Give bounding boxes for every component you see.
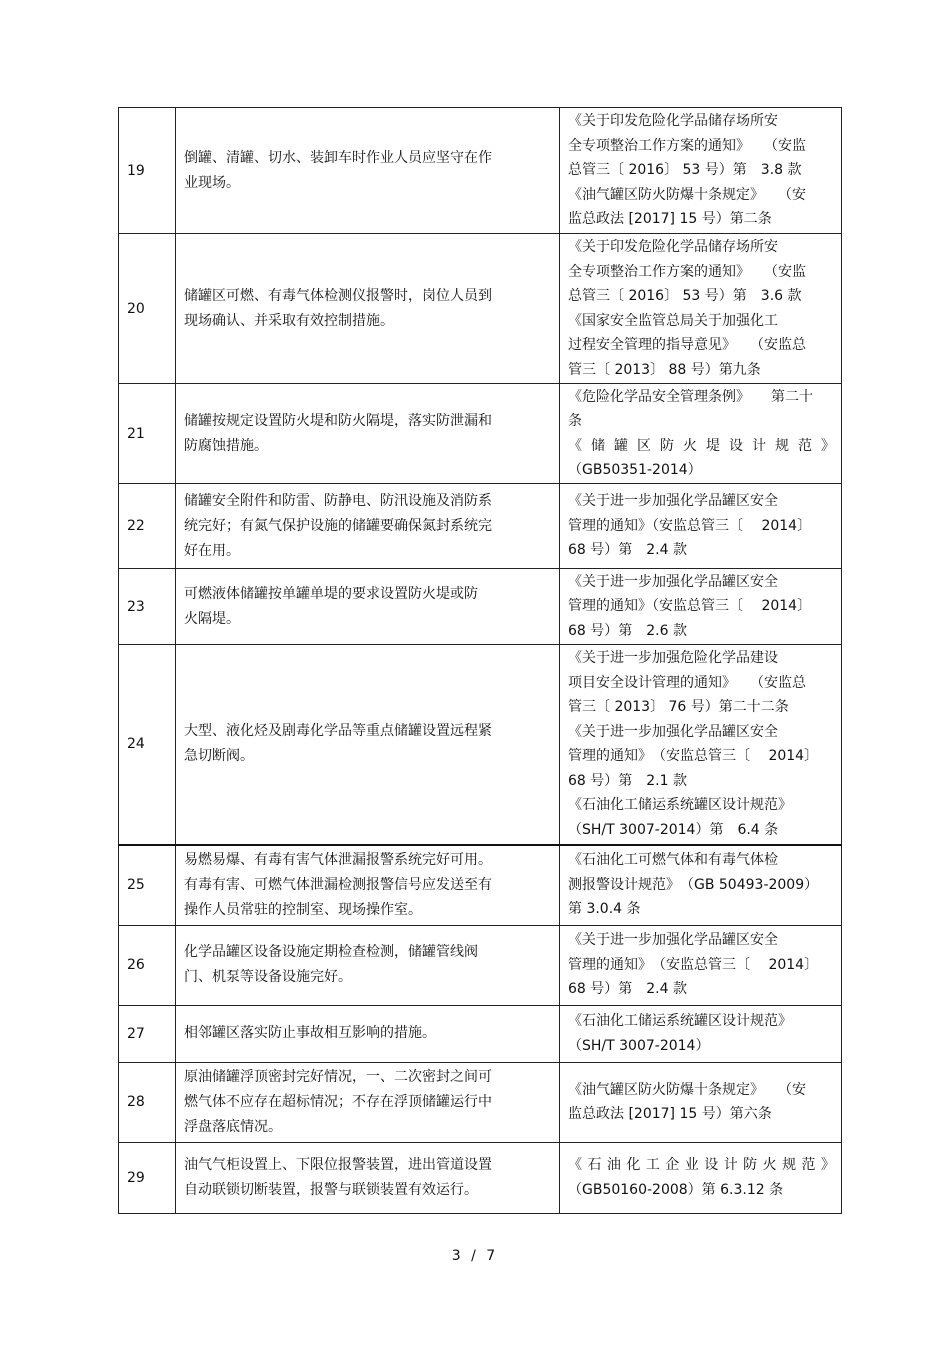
requirement-line: 倒罐、清罐、切水、装卸车时作业人员应坚守在作 xyxy=(184,149,492,166)
reference-line: 管理的通知》（安监总管三〔 2014〕 xyxy=(568,598,812,615)
requirement-line: 业现场。 xyxy=(184,174,240,191)
requirement-line: 油气气柜设置上、下限位报警装置，进出管道设置 xyxy=(184,1156,492,1173)
reference-cell xyxy=(560,569,842,645)
table-row xyxy=(119,569,842,645)
reference-line: 条 xyxy=(568,413,582,429)
table-row xyxy=(119,645,842,845)
reference-line: 《关于进一步加强化学品罐区安全 xyxy=(568,493,778,510)
requirement-line: 原油储罐浮顶密封完好情况，一、二次密封之间可 xyxy=(184,1068,492,1085)
reference-line: （GB50351-2014） xyxy=(568,462,702,478)
reference-line: 《关于进一步加强化学品罐区安全 xyxy=(568,723,778,740)
table-row xyxy=(119,1005,842,1062)
reference-line: 项目安全设计管理的通知》 （安监总 xyxy=(568,674,806,691)
reference-cell xyxy=(560,845,842,926)
reference-cell xyxy=(560,925,842,1005)
requirement-cell xyxy=(176,1142,560,1213)
requirement-line: 储罐安全附件和防雷、防静电、防汛设施及消防系 xyxy=(184,492,492,509)
reference-line: 68 号）第 2.1 款 xyxy=(568,772,687,789)
requirement-line: 易燃易爆、有毒有害气体泄漏报警系统完好可用。 xyxy=(184,851,492,868)
table-row xyxy=(119,845,842,926)
requirement-line: 操作人员常驻的控制室、现场操作室。 xyxy=(184,901,422,918)
requirement-cell xyxy=(176,1062,560,1142)
requirement-line: 现场确认、并采取有效控制措施。 xyxy=(184,312,394,329)
reference-line: 68 号）第 2.4 款 xyxy=(568,981,687,998)
reference-cell xyxy=(560,1142,842,1213)
reference-line: 《关于进一步加强危险化学品建设 xyxy=(568,650,778,667)
row-number: 23 xyxy=(119,569,176,645)
reference-line: 管三〔 2013〕 88 号）第九条 xyxy=(568,361,761,378)
row-number: 21 xyxy=(119,384,176,484)
table-row xyxy=(119,234,842,384)
reference-line: （SH/T 3007-2014）第 6.4 条 xyxy=(568,821,779,838)
table-row xyxy=(119,925,842,1005)
reference-line: 过程安全管理的指导意见》 （安监总 xyxy=(568,337,806,353)
reference-cell xyxy=(560,108,842,234)
requirement-line: 有毒有害、可燃气体泄漏检测报警信号应发送至有 xyxy=(184,876,492,893)
row-number: 27 xyxy=(119,1005,176,1062)
requirement-line: 可燃液体储罐按单罐单堤的要求设置防火堤或防 xyxy=(184,585,478,602)
reference-line: 总管三〔 2016〕 53 号）第 3.6 款 xyxy=(568,288,802,304)
page-number: 3 / 7 xyxy=(451,1248,499,1264)
requirement-line: 火隔堤。 xyxy=(184,610,240,627)
reference-line: 总管三〔 2016〕 53 号）第 3.8 款 xyxy=(568,162,802,179)
requirement-line: 好在用。 xyxy=(184,542,240,559)
reference-line: 全专项整治工作方案的通知》 （安监 xyxy=(568,137,806,154)
row-number: 29 xyxy=(119,1142,176,1213)
requirement-cell xyxy=(176,108,560,234)
requirement-line: 大型、液化烃及剧毒化学品等重点储罐设置远程紧 xyxy=(184,723,492,740)
reference-line: 第 3.0.4 条 xyxy=(568,901,641,918)
reference-line: （SH/T 3007-2014） xyxy=(568,1037,710,1054)
row-number: 25 xyxy=(119,845,176,926)
requirement-cell xyxy=(176,925,560,1005)
reference-line: 《关于进一步加强化学品罐区安全 xyxy=(568,932,778,949)
requirements-table xyxy=(118,107,842,1214)
reference-line: 《储罐区防火堤设计规范》 xyxy=(568,437,835,454)
requirement-cell xyxy=(176,645,560,845)
reference-cell xyxy=(560,1062,842,1142)
requirement-line: 储罐区可燃、有毒气体检测仪报警时，岗位人员到 xyxy=(184,287,492,304)
reference-cell xyxy=(560,234,842,384)
reference-line: 68 号）第 2.4 款 xyxy=(568,542,687,559)
requirement-cell xyxy=(176,569,560,645)
reference-line: 监总政法 [2017] 15 号）第二条 xyxy=(568,211,772,228)
reference-line: 《油气罐区防火防爆十条规定》 （安 xyxy=(568,1081,806,1098)
requirement-cell xyxy=(176,845,560,926)
table-body xyxy=(119,108,842,1214)
reference-line: 管理的通知》 （安监总管三〔 2014〕 xyxy=(568,748,819,765)
reference-cell xyxy=(560,1005,842,1062)
requirement-cell xyxy=(176,1005,560,1062)
requirement-line: 防腐蚀措施。 xyxy=(184,437,268,454)
table-row xyxy=(119,108,842,234)
requirement-cell xyxy=(176,484,560,569)
requirement-line: 相邻罐区落实防止事故相互影响的措施。 xyxy=(184,1025,436,1041)
requirement-line: 急切断阀。 xyxy=(184,748,254,765)
reference-line: 管理的通知》 （安监总管三〔 2014〕 xyxy=(568,956,819,973)
reference-line: 68 号）第 2.6 款 xyxy=(568,622,687,639)
row-number: 24 xyxy=(119,645,176,845)
reference-line: 管三〔 2013〕 76 号）第二十二条 xyxy=(568,699,789,716)
reference-line: 全专项整治工作方案的通知》 （安监 xyxy=(568,263,806,280)
reference-line: 管理的通知》（安监总管三〔 2014〕 xyxy=(568,517,812,534)
requirement-line: 化学品罐区设备设施定期检查检测，储罐管线阀 xyxy=(184,944,478,960)
requirement-cell xyxy=(176,234,560,384)
requirement-line: 储罐按规定设置防火堤和防火隔堤，落实防泄漏和 xyxy=(184,412,492,429)
reference-line: 测报警设计规范》 （GB 50493-2009） xyxy=(568,876,819,893)
reference-line: 《危险化学品安全管理条例》 第二十 xyxy=(568,388,813,405)
table-row xyxy=(119,484,842,569)
reference-line: 《石油化工储运系统罐区设计规范》 xyxy=(568,1013,792,1029)
reference-cell xyxy=(560,645,842,845)
requirement-line: 燃气体不应存在超标情况；不存在浮顶储罐运行中 xyxy=(184,1093,492,1110)
reference-line: 《关于印发危险化学品储存场所安 xyxy=(568,239,778,255)
reference-line: 《石油化工可燃气体和有毒气体检 xyxy=(568,852,778,869)
row-number: 26 xyxy=(119,925,176,1005)
row-number: 20 xyxy=(119,234,176,384)
row-number: 28 xyxy=(119,1062,176,1142)
requirement-line: 自动联锁切断装置，报警与联锁装置有效运行。 xyxy=(184,1181,478,1198)
reference-cell xyxy=(560,384,842,484)
reference-line: （GB50160-2008）第 6.3.12 条 xyxy=(568,1181,784,1198)
requirement-cell xyxy=(176,384,560,484)
reference-line: 监总政法 [2017] 15 号）第六条 xyxy=(568,1106,772,1122)
reference-line: 《石油化工企业设计防火规范》 xyxy=(568,1157,835,1173)
row-number: 19 xyxy=(119,108,176,234)
table-row xyxy=(119,384,842,484)
reference-cell xyxy=(560,484,842,569)
reference-line: 《关于印发危险化学品储存场所安 xyxy=(568,113,778,130)
reference-line: 《油气罐区防火防爆十条规定》 （安 xyxy=(568,186,806,203)
row-number: 22 xyxy=(119,484,176,569)
reference-line: 《石油化工储运系统罐区设计规范》 xyxy=(568,797,792,814)
reference-line: 《国家安全监管总局关于加强化工 xyxy=(568,312,778,329)
requirement-line: 浮盘落底情况。 xyxy=(184,1118,282,1135)
requirement-line: 门、机泵等设备设施完好。 xyxy=(184,969,352,985)
requirement-line: 统完好；有氮气保护设施的储罐要确保氮封系统完 xyxy=(184,517,492,534)
table-row xyxy=(119,1142,842,1213)
reference-line: 《关于进一步加强化学品罐区安全 xyxy=(568,573,778,590)
table-row xyxy=(119,1062,842,1142)
